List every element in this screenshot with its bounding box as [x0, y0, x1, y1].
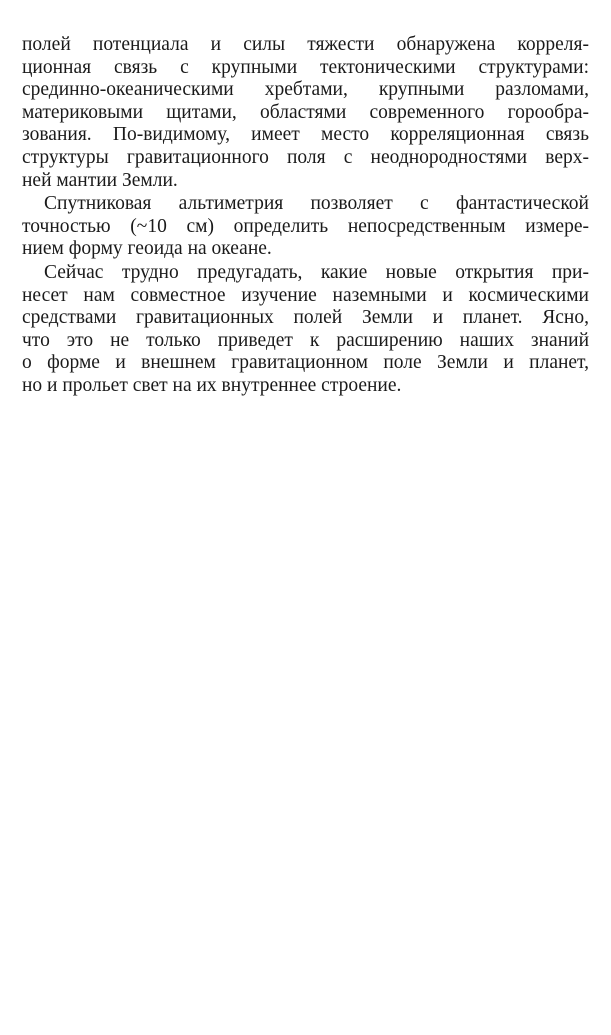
text-line: несет нам совместное изучение наземными и космическими — [22, 284, 589, 306]
paragraph-2 — [22, 193, 589, 261]
paragraph-3 — [22, 262, 589, 398]
text-line: ционная связь с крупными тектоническими структурами: — [22, 56, 589, 78]
paragraph-1 — [22, 34, 589, 192]
text-line: полей потенциала и силы тяжести обнаружена корреля- — [22, 34, 589, 55]
text-body — [22, 34, 589, 398]
text-line: нием форму геоида на океане. — [22, 238, 272, 260]
text-line: срединно-океаническими хребтами, крупными разломами, — [22, 79, 589, 101]
text-line: точностью (~10 см) определить непосредственным измере- — [22, 215, 589, 237]
text-line: зования. По-видимому, имеет место корреляционная связь — [22, 124, 589, 146]
text-line: материковыми щитами, областями современного горообра- — [22, 101, 589, 123]
text-line: средствами гравитационных полей Земли и планет. Ясно, — [22, 307, 589, 329]
text-line: структуры гравитационного поля с неоднородностями верх- — [22, 146, 589, 168]
text-line: о форме и внешнем гравитационном поле Земли и планет, — [22, 352, 589, 374]
text-line: но и прольет свет на их внутреннее строение. — [22, 374, 402, 396]
text-line: Спутниковая альтиметрия позволяет с фантастической — [44, 193, 589, 215]
text-line: что это не только приведет к расширению наших знаний — [22, 329, 589, 351]
text-line: Сейчас трудно предугадать, какие новые открытия при- — [44, 261, 589, 283]
text-line: ней мантии Земли. — [22, 169, 178, 191]
